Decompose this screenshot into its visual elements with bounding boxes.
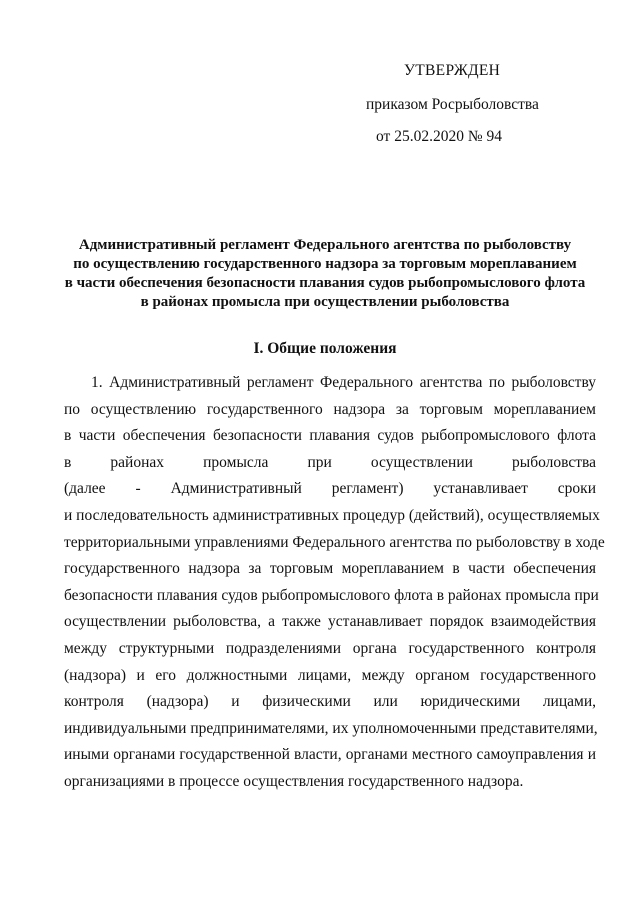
paragraph-line: безопасности плавания судов рыбопромыслового флота в районах промысла при bbox=[64, 586, 599, 604]
paragraph-1 bbox=[64, 370, 605, 796]
paragraph-line: 1. Административный регламент Федерального агентства по рыболовству bbox=[91, 374, 596, 391]
approval-order: приказом Росрыболовства bbox=[366, 96, 539, 113]
document-title bbox=[40, 236, 610, 312]
approval-status: УТВЕРЖДЕН bbox=[404, 62, 501, 79]
paragraph-line: по осуществлению государственного надзора за торговым мореплаванием bbox=[64, 400, 596, 418]
paragraph-line: индивидуальными предпринимателями, их уполномоченными представителями, bbox=[64, 719, 598, 737]
paragraph-line: (надзора) и его должностными лицами, между органом государственного bbox=[64, 666, 596, 684]
paragraph-line: между структурными подразделениями органа государственного контроля bbox=[64, 639, 596, 657]
paragraph-line: иными органами государственной власти, органами местного самоуправления и bbox=[64, 746, 596, 764]
title-line: по осуществлению государственного надзора за торговым мореплаванием bbox=[73, 256, 577, 272]
paragraph-line: территориальными управлениями Федерального агентства по рыболовству в ходе bbox=[64, 533, 605, 551]
paragraph-line: осуществлении рыболовства, а также устанавливает порядок взаимодействия bbox=[64, 613, 596, 631]
paragraph-line: в районах промысла при осуществлении рыболовства bbox=[64, 453, 596, 471]
paragraph-line: государственного надзора за торговым мореплаванием в части обеспечения bbox=[64, 560, 596, 578]
paragraph-line: (далее - Административный регламент) устанавливает сроки bbox=[64, 480, 596, 498]
title-line: в районах промысла при осуществлении рыболовства bbox=[140, 294, 510, 310]
paragraph-line: и последовательность административных процедур (действий), осуществляемых bbox=[64, 506, 600, 524]
paragraph-line: в части обеспечения безопасности плавания судов рыбопромыслового флота bbox=[64, 427, 596, 445]
title-line: Административный регламент Федерального агентства по рыболовству bbox=[78, 237, 572, 253]
paragraph-line: контроля (надзора) и физическими или юридическими лицами, bbox=[64, 693, 596, 711]
paragraph-line: организациями в процессе осуществления государственного надзора. bbox=[64, 772, 524, 790]
title-line: в части обеспечения безопасности плавания судов рыбопромыслового флота bbox=[64, 275, 586, 291]
approval-date-number: от 25.02.2020 № 94 bbox=[376, 128, 502, 145]
section-heading: I. Общие положения bbox=[253, 340, 397, 357]
